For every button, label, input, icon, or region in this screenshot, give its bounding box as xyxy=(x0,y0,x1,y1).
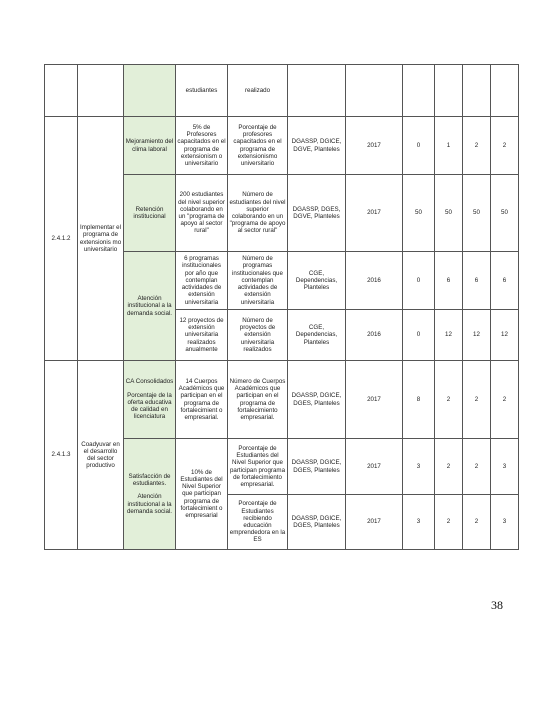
value-cell: 50 xyxy=(403,175,435,252)
responsible-cell: DGASSP, DGICE, DGVE, Planteles xyxy=(288,117,346,175)
value-cell: 2 xyxy=(463,495,491,550)
goal-cell: 6 programas institucionales por año que contemplan actividades de extensión universitaria xyxy=(176,252,228,310)
effect-cell: Atención institucional a la demanda social. xyxy=(124,252,176,361)
effect-cell xyxy=(124,361,176,439)
value-cell: 12 xyxy=(463,310,491,361)
year-cell: 2016 xyxy=(346,310,403,361)
responsible-cell: DGASSP, DGICE, DGES, Planteles xyxy=(288,361,346,439)
value-cell: 2 xyxy=(463,361,491,439)
action-code: 2.4.1.2 xyxy=(45,117,78,361)
year-cell: 2016 xyxy=(346,252,403,310)
value-cell: 50 xyxy=(463,175,491,252)
responsible-cell: DGASSP, DGICE, DGES, Planteles xyxy=(288,439,346,495)
effect-cell: Mejoramiento del clima laboral xyxy=(124,117,176,175)
indicator-cell: Porcentaje de Estudiantes del Nivel Superior que participan programa de fortalecimiento empresarial. xyxy=(228,439,288,495)
value-cell: 6 xyxy=(491,252,519,310)
value-cell: 3 xyxy=(491,495,519,550)
effect-line: Satisfacción de estudiantes. xyxy=(128,472,171,488)
effect-line: Atención institucional a la demanda social. xyxy=(126,493,173,515)
table-row xyxy=(45,65,519,117)
year-cell: 2017 xyxy=(346,175,403,252)
year-cell: 2017 xyxy=(346,361,403,439)
effect-cell xyxy=(124,439,176,550)
indicator-cell: realizado xyxy=(228,65,288,117)
goal-cell: 12 proyectos de extensión universitaria realizados anualmente xyxy=(176,310,228,361)
responsible-cell: CGE, Dependencias, Planteles xyxy=(288,310,346,361)
value-cell: 2 xyxy=(491,117,519,175)
value-cell: 8 xyxy=(403,361,435,439)
value-cell: 2 xyxy=(463,439,491,495)
page-number: 38 xyxy=(491,598,503,612)
value-cell: 2 xyxy=(491,361,519,439)
value-cell: 3 xyxy=(491,439,519,495)
effect-line: Porcentaje de la oferta educativa de calidad en licenciatura xyxy=(127,391,172,421)
value-cell: 2 xyxy=(435,439,463,495)
effect-cell: Retención institucional xyxy=(124,175,176,252)
value-cell: 2 xyxy=(435,361,463,439)
table-row xyxy=(45,361,519,439)
value-cell: 0 xyxy=(403,252,435,310)
value-cell: 1 xyxy=(435,117,463,175)
value-cell: 0 xyxy=(403,310,435,361)
value-cell: 50 xyxy=(435,175,463,252)
value-cell: 12 xyxy=(491,310,519,361)
indicator-cell: Número de Cuerpos Académicos que participan en el programa de fortalecimiento empresarial. xyxy=(228,361,288,439)
responsible-cell: DGASSP, DGICE, DGES, Planteles xyxy=(288,495,346,550)
year-cell: 2017 xyxy=(346,439,403,495)
indicator-cell: Número de proyectos de extensión universitaria realizados xyxy=(228,310,288,361)
goal-cell: 200 estudiantes del nivel superior colaborando en un "programa de apoyo al sector rural" xyxy=(176,175,228,252)
value-cell: 3 xyxy=(403,495,435,550)
value-cell: 50 xyxy=(491,175,519,252)
indicator-cell: Número de estudiantes del nivel superior colaborando en un "programa de apoyo al sector rural" xyxy=(228,175,288,252)
action-description: Implementar el programa de extensionis mo universitario xyxy=(78,117,124,361)
value-cell: 6 xyxy=(463,252,491,310)
goal-cell: 14 Cuerpos Académicos que participan en el programa de fortalecimient o empresarial. xyxy=(176,361,228,439)
effect-line: CA Consolidados xyxy=(125,378,174,386)
year-cell: 2017 xyxy=(346,117,403,175)
year-cell: 2017 xyxy=(346,495,403,550)
value-cell: 6 xyxy=(435,252,463,310)
goal-cell: 5% de Profesores capacitados en el programa de extensionism o universitario xyxy=(176,117,228,175)
action-code: 2.4.1.3 xyxy=(45,361,78,550)
table-row xyxy=(45,117,519,175)
indicator-cell: Número de programas institucionales que contemplan actividades de extensión universitaria xyxy=(228,252,288,310)
value-cell: 2 xyxy=(463,117,491,175)
value-cell: 12 xyxy=(435,310,463,361)
goal-cell: 10% de Estudiantes del Nivel Superior que participan programa de fortalecimient o empresarial xyxy=(176,439,228,550)
responsible-cell: DGASSP, DGES, DGVE, Planteles xyxy=(288,175,346,252)
action-description: Coadyuvar en el desarrollo del sector productivo xyxy=(78,361,124,550)
indicator-cell: Porcentaje de Estudiantes recibiendo educación emprendedora en la ES xyxy=(228,495,288,550)
goal-cell: estudiantes xyxy=(176,65,228,117)
responsible-cell: CGE, Dependencias, Planteles xyxy=(288,252,346,310)
value-cell: 3 xyxy=(403,439,435,495)
value-cell: 0 xyxy=(403,117,435,175)
indicator-cell: Porcentaje de profesores capacitados en el programa de extensionismo universitario xyxy=(228,117,288,175)
value-cell: 2 xyxy=(435,495,463,550)
goals-table xyxy=(44,64,519,550)
